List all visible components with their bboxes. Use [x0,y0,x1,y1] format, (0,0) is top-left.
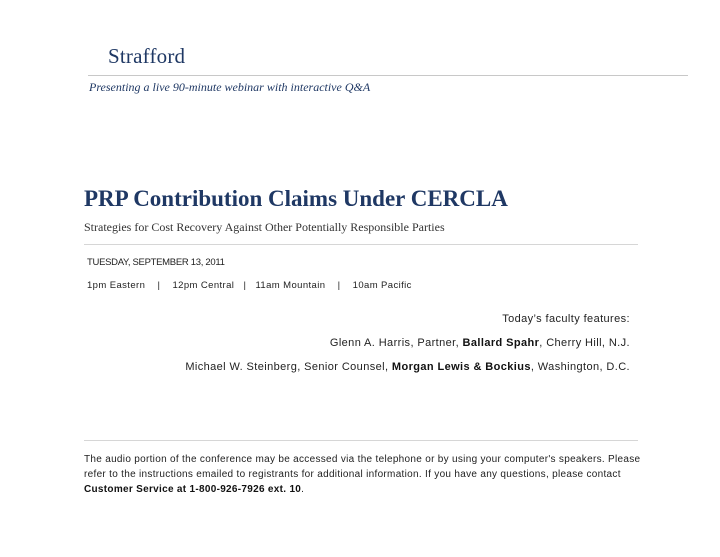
audio-notice-end: . [301,484,305,495]
header-divider [88,75,688,76]
time-eastern: 1pm Eastern [87,280,146,291]
faculty-member [185,361,630,373]
faculty-member [330,337,630,349]
time-separator: | [337,280,341,291]
audio-notice [84,452,644,497]
webinar-subtitle: Strategies for Cost Recovery Against Other Potentially Responsible Parties [84,220,445,234]
faculty-location: , Washington, D.C. [530,361,630,373]
faculty-name-title: Michael W. Steinberg, Senior Counsel, [185,361,392,373]
faculty-firm: Morgan Lewis & Bockius [391,361,531,373]
customer-service-contact: Customer Service at 1-800-926-7926 ext. 10 [84,484,302,495]
webinar-times [87,280,412,291]
time-separator: | [157,280,161,291]
section-divider [84,244,638,245]
audio-notice-text: The audio portion of the conference may be accessed via the telephone or by using your computer's speakers. Please refer to the instructions emailed to registrants for additional information. If you have any questions, please contact [84,454,641,480]
faculty-location: , Cherry Hill, N.J. [539,337,630,349]
faculty-name-title: Glenn A. Harris, Partner, [329,337,463,349]
time-separator: | [243,280,247,291]
webinar-date: TUESDAY, SEPTEMBER 13, 2011 [87,257,225,268]
time-central: 12pm Central [172,280,235,291]
footer-divider [84,440,638,441]
strafford-logo: Strafford [108,44,186,68]
faculty-heading: Today’s faculty features: [502,313,630,325]
time-pacific: 10am Pacific [352,280,412,291]
tagline: Presenting a live 90-minute webinar with interactive Q&A [89,80,371,94]
webinar-title: PRP Contribution Claims Under CERCLA [84,186,508,211]
faculty-firm: Ballard Spahr [462,337,540,349]
time-mountain: 11am Mountain [255,280,326,291]
